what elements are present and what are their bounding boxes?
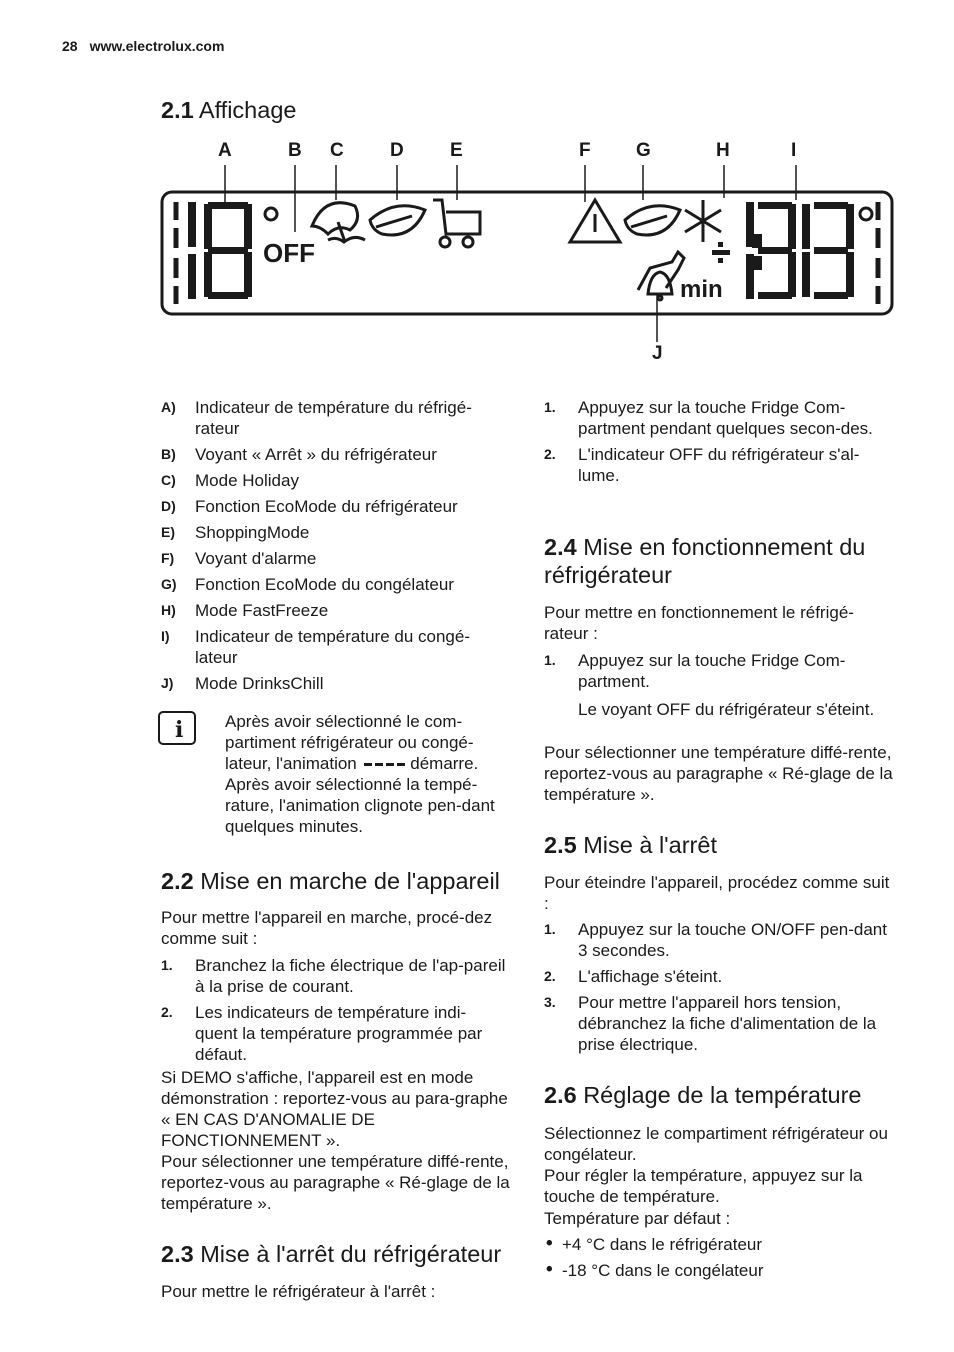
label-j: J	[652, 343, 663, 364]
list-item: F) Voyant d'alarme	[161, 549, 317, 568]
list-item: 2. L'affichage s'éteint.	[544, 967, 723, 986]
page-number: 28	[62, 38, 78, 54]
s22-temp-paragraph: Pour sélectionner une température diffé-rente, reportez-vous au paragraphe « Ré-glage de la température ».	[161, 1152, 510, 1213]
s26-p1: Sélectionnez le compartiment réfrigérateur ou congélateur.	[544, 1124, 888, 1164]
list-item: G) Fonction EcoMode du congélateur	[161, 575, 454, 594]
label-c: C	[330, 140, 344, 161]
snowflake-icon	[685, 200, 721, 242]
section-2-3-heading: 2.3 Mise à l'arrêt du réfrigérateur	[161, 1241, 502, 1267]
section-2-2-heading: 2.2 Mise en marche de l'appareil	[161, 868, 500, 894]
s25-intro: Pour éteindre l'appareil, procédez comme suit :	[544, 873, 890, 913]
list-item: • +4 °C dans le réfrigérateur	[546, 1233, 763, 1254]
freezer-leaf-icon	[625, 206, 680, 235]
list-item: 1. Appuyez sur la touche Fridge Com-partment pendant quelques secon-des.	[544, 398, 873, 438]
list-item: J) Mode DrinksChill	[161, 674, 324, 693]
list-item: A) Indicateur de température du réfrigé-rateur	[161, 398, 472, 438]
shopping-cart-icon	[433, 200, 480, 247]
page-header	[62, 38, 236, 54]
list-item: I) Indicateur de température du congé-lateur	[161, 627, 471, 667]
list-item: 1. Branchez la fiche électrique de l'ap-pareil à la prise de courant.	[161, 956, 506, 996]
list-item: 2. Les indicateurs de température indi-quent la température programmée par défaut.	[161, 1003, 483, 1064]
s24-steps	[544, 650, 894, 697]
section-2-4-heading: 2.4 Mise en fonctionnement du réfrigérateur	[544, 534, 866, 588]
label-h: H	[716, 140, 730, 161]
display-diagram	[150, 130, 910, 380]
list-item: C) Mode Holiday	[161, 471, 299, 490]
label-i: I	[791, 140, 797, 161]
label-f: F	[579, 140, 591, 161]
list-item: B) Voyant « Arrêt » du réfrigérateur	[161, 445, 437, 464]
list-item: H) Mode FastFreeze	[161, 601, 329, 620]
drinkschill-icon	[638, 252, 684, 300]
s22-intro: Pour mettre l'appareil en marche, procé-dez comme suit :	[161, 908, 493, 948]
s25-steps	[544, 919, 896, 1060]
label-b: B	[288, 140, 302, 161]
list-item: 3. Pour mettre l'appareil hors tension, débranchez la fiche d'alimentation de la prise électrique.	[544, 993, 877, 1054]
s23-steps	[544, 397, 894, 491]
s26-p2: Pour régler la température, appuyez sur la touche de température.	[544, 1166, 863, 1206]
s22-demo-paragraph: Si DEMO s'affiche, l'appareil est en mode démonstration : reportez-vous au para-graphe « EN CAS D'ANOMALIE DE FONCTIONNEMENT ».	[161, 1068, 508, 1150]
section-2-5-heading: 2.5 Mise à l'arrêt	[544, 832, 717, 858]
s26-p3: Température par défaut :	[544, 1209, 731, 1228]
label-d: D	[390, 140, 404, 161]
control-panel-display	[150, 130, 910, 380]
list-item: E) ShoppingMode	[161, 523, 310, 542]
label-g: G	[636, 140, 651, 161]
holiday-icon	[312, 203, 365, 242]
info-note: Après avoir sélectionné le com-partiment réfrigérateur ou congé-lateur, l'animation démarre. Après avoir sélectionné la tempé-rature, l'animation clignote pen-dant quelques minutes.	[225, 712, 495, 836]
section-2-6-heading: 2.6 Réglage de la température	[544, 1082, 862, 1108]
alarm-icon	[570, 200, 620, 242]
s24-intro: Pour mettre en fonctionnement le réfrigé-rateur :	[544, 603, 854, 643]
s26-bullets	[544, 1234, 896, 1286]
site-url: www.electrolux.com	[89, 38, 225, 54]
list-item: 2. L'indicateur OFF du réfrigérateur s'al-lume.	[544, 445, 860, 485]
leaf-icon	[370, 206, 425, 235]
legend-list	[161, 397, 511, 699]
list-item: 1. Appuyez sur la touche ON/OFF pen-dant 3 secondes.	[544, 920, 887, 960]
min-indicator: min	[680, 276, 723, 303]
dash-animation-icon	[362, 760, 406, 770]
off-indicator: OFF	[263, 238, 315, 268]
label-a: A	[218, 140, 232, 161]
s24-result: Le voyant OFF du réfrigérateur s'éteint.	[578, 700, 875, 719]
section-2-1-heading: 2.1 Affichage	[161, 97, 297, 123]
list-item: D) Fonction EcoMode du réfrigérateur	[161, 497, 458, 516]
s24-paragraph: Pour sélectionner une température diffé-rente, reportez-vous au paragraphe « Ré-glage de la température ».	[544, 743, 893, 804]
s23-intro: Pour mettre le réfrigérateur à l'arrêt :	[161, 1282, 436, 1301]
list-item: • -18 °C dans le congélateur	[546, 1259, 764, 1280]
label-e: E	[450, 140, 463, 161]
list-item: 1. Appuyez sur la touche Fridge Com-partment.	[544, 651, 846, 691]
info-icon: i	[158, 711, 196, 745]
s22-steps	[161, 955, 506, 1070]
